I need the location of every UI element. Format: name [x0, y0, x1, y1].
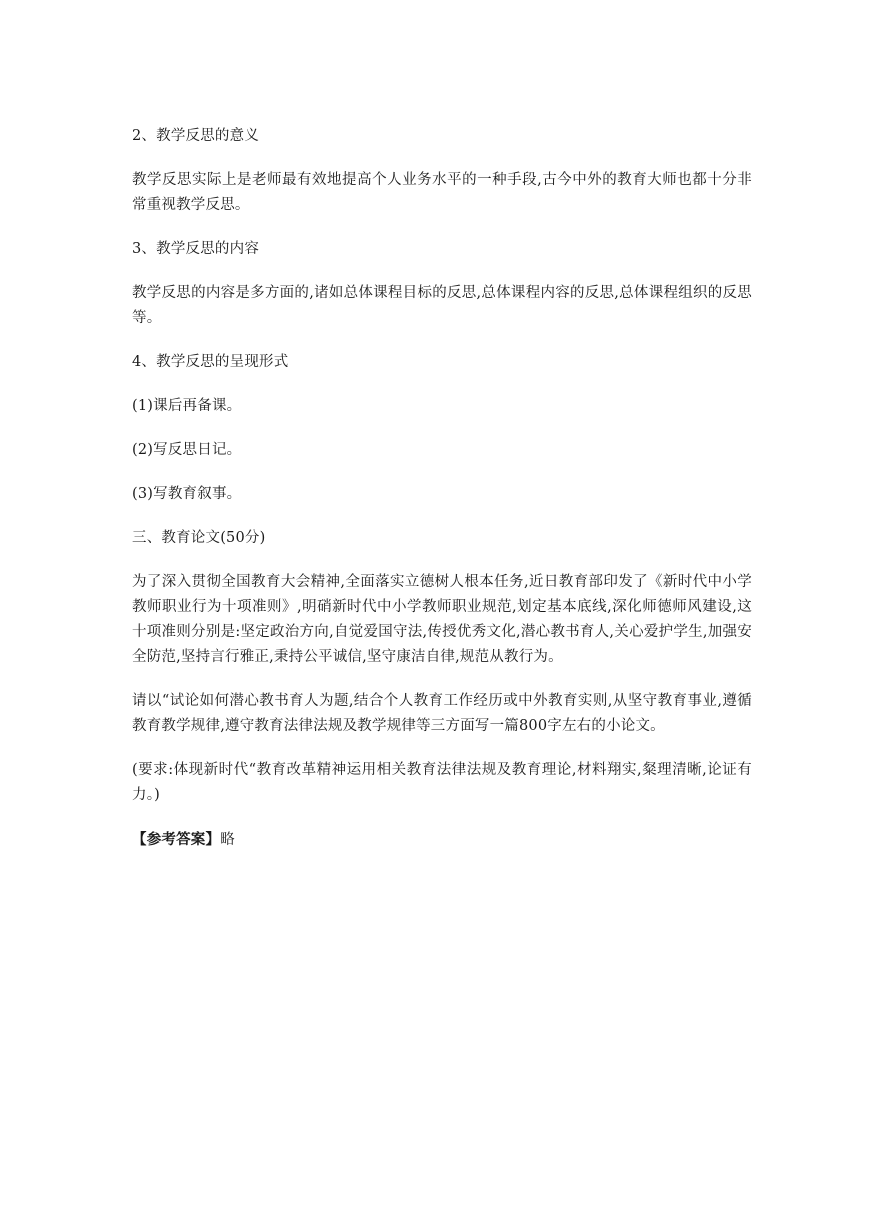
reference-answer-value: 略: [220, 832, 235, 848]
list-item-form-3: (3)写教育叙事。: [132, 486, 242, 502]
list-item-form-1: (1)课后再备课。: [132, 398, 242, 414]
section-heading-meaning: 2、教学反思的意义: [132, 128, 260, 144]
section-heading-forms: 4、教学反思的呈现形式: [132, 354, 289, 370]
document-page: [132, 124, 752, 853]
section-heading-content: 3、教学反思的内容: [132, 241, 260, 257]
paragraph-content: 教学反思的内容是多方面的,诸如总体课程目标的反思,总体课程内容的反思,总体课程组织的反思等。: [132, 285, 752, 326]
list-item-form-2: (2)写反思日记。: [132, 442, 242, 458]
paragraph-meaning: 教学反思实际上是老师最有效地提高个人业务水平的一种手段,古今中外的教育大师也都十分非常重视教学反思。: [132, 172, 752, 213]
paragraph-essay-requirements: (要求:体现新时代“教育改革精神运用相关教育法律法规及教育理论,材料翔实,粲理清晰,论证有力。): [132, 762, 752, 803]
reference-answer: [132, 827, 752, 853]
paragraph-essay-prompt: 请以“试论如何潜心教书育人为题,结合个人教育工作经历或中外教育实则,从坚守教育事业,遵循教育教学规律,遵守教育法律法规及教学规律等三方面写一篇800字左右的小论文。: [132, 693, 752, 734]
section-heading-essay: 三、教育论文(50分): [132, 530, 266, 546]
reference-answer-label: 【参考答案】: [132, 831, 221, 848]
paragraph-essay-background: 为了深入贯彻全国教育大会精神,全面落实立德树人根本任务,近日教育部印发了《新时代中小学教师职业行为十项准则》,明硝新时代中小学教师职业规范,划定基本底线,深化师德师风建设,这十项准则分别是:坚定政治方向,自觉爱国守法,传授优秀文化,潜心教书育人,关心爱护学生,加强安全防范,坚持言行雅正,秉持公平诚信,坚守康洁自律,规范从教行为。: [132, 574, 752, 665]
